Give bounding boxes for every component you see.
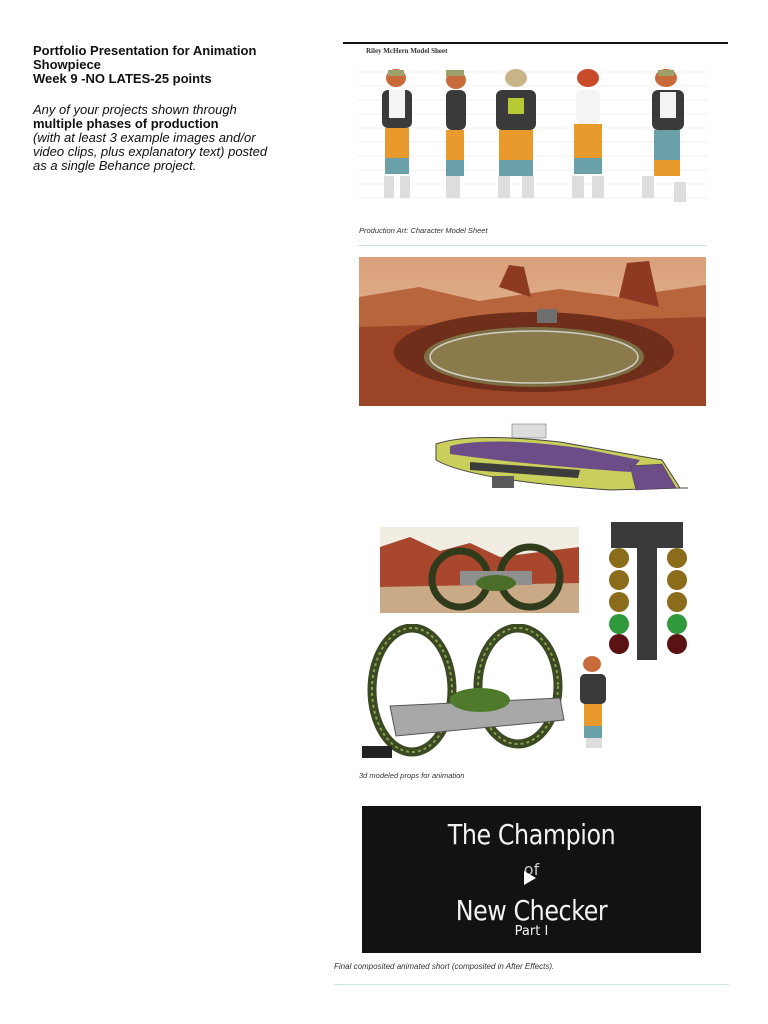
top-rule [343, 42, 728, 44]
video-title-line: New Checker [455, 894, 608, 927]
pose-back [496, 69, 536, 198]
caption-model-sheet: Production Art: Character Model Sheet [359, 226, 488, 235]
caption-video: Final composited animated short (composited in After Effects). [334, 962, 555, 971]
vehicle-in-canyon-render [380, 527, 579, 613]
pose-side [446, 70, 466, 198]
pose-action [642, 69, 686, 202]
assignment-description [33, 103, 293, 173]
character-model-sheet [358, 58, 708, 206]
assignment-title [33, 44, 293, 86]
assignment-text [33, 44, 293, 173]
desc-line: as a single Behance project. [33, 158, 197, 173]
title-line: Week 9 -NO LATES-25 points [33, 71, 212, 86]
caption-props: 3d modeled props for animation [359, 771, 465, 780]
desc-bold: multiple phases of production [33, 116, 219, 131]
pose-front [382, 69, 412, 198]
divider [358, 245, 706, 246]
character-figure [580, 656, 606, 748]
title-line: Portfolio Presentation for Animation [33, 43, 257, 58]
canyon-arena-environment [359, 257, 706, 406]
airship-prop [430, 420, 690, 515]
video-title-line: of [523, 860, 540, 879]
desc-line: (with at least 3 example images and/or [33, 130, 256, 145]
video-subtitle: Part I [514, 924, 549, 939]
vehicle-and-character-render [360, 624, 620, 764]
pose-front-nojacket [572, 69, 604, 198]
model-sheet-title: Riley McHern Model Sheet [366, 47, 448, 55]
title-line: Showpiece [33, 57, 101, 72]
desc-line: Any of your projects shown through [33, 102, 237, 117]
divider [334, 984, 729, 985]
video-title-line: The Champion [447, 818, 616, 851]
desc-line: video clips, plus explanatory text) posted [33, 144, 268, 159]
play-icon[interactable] [524, 871, 536, 885]
